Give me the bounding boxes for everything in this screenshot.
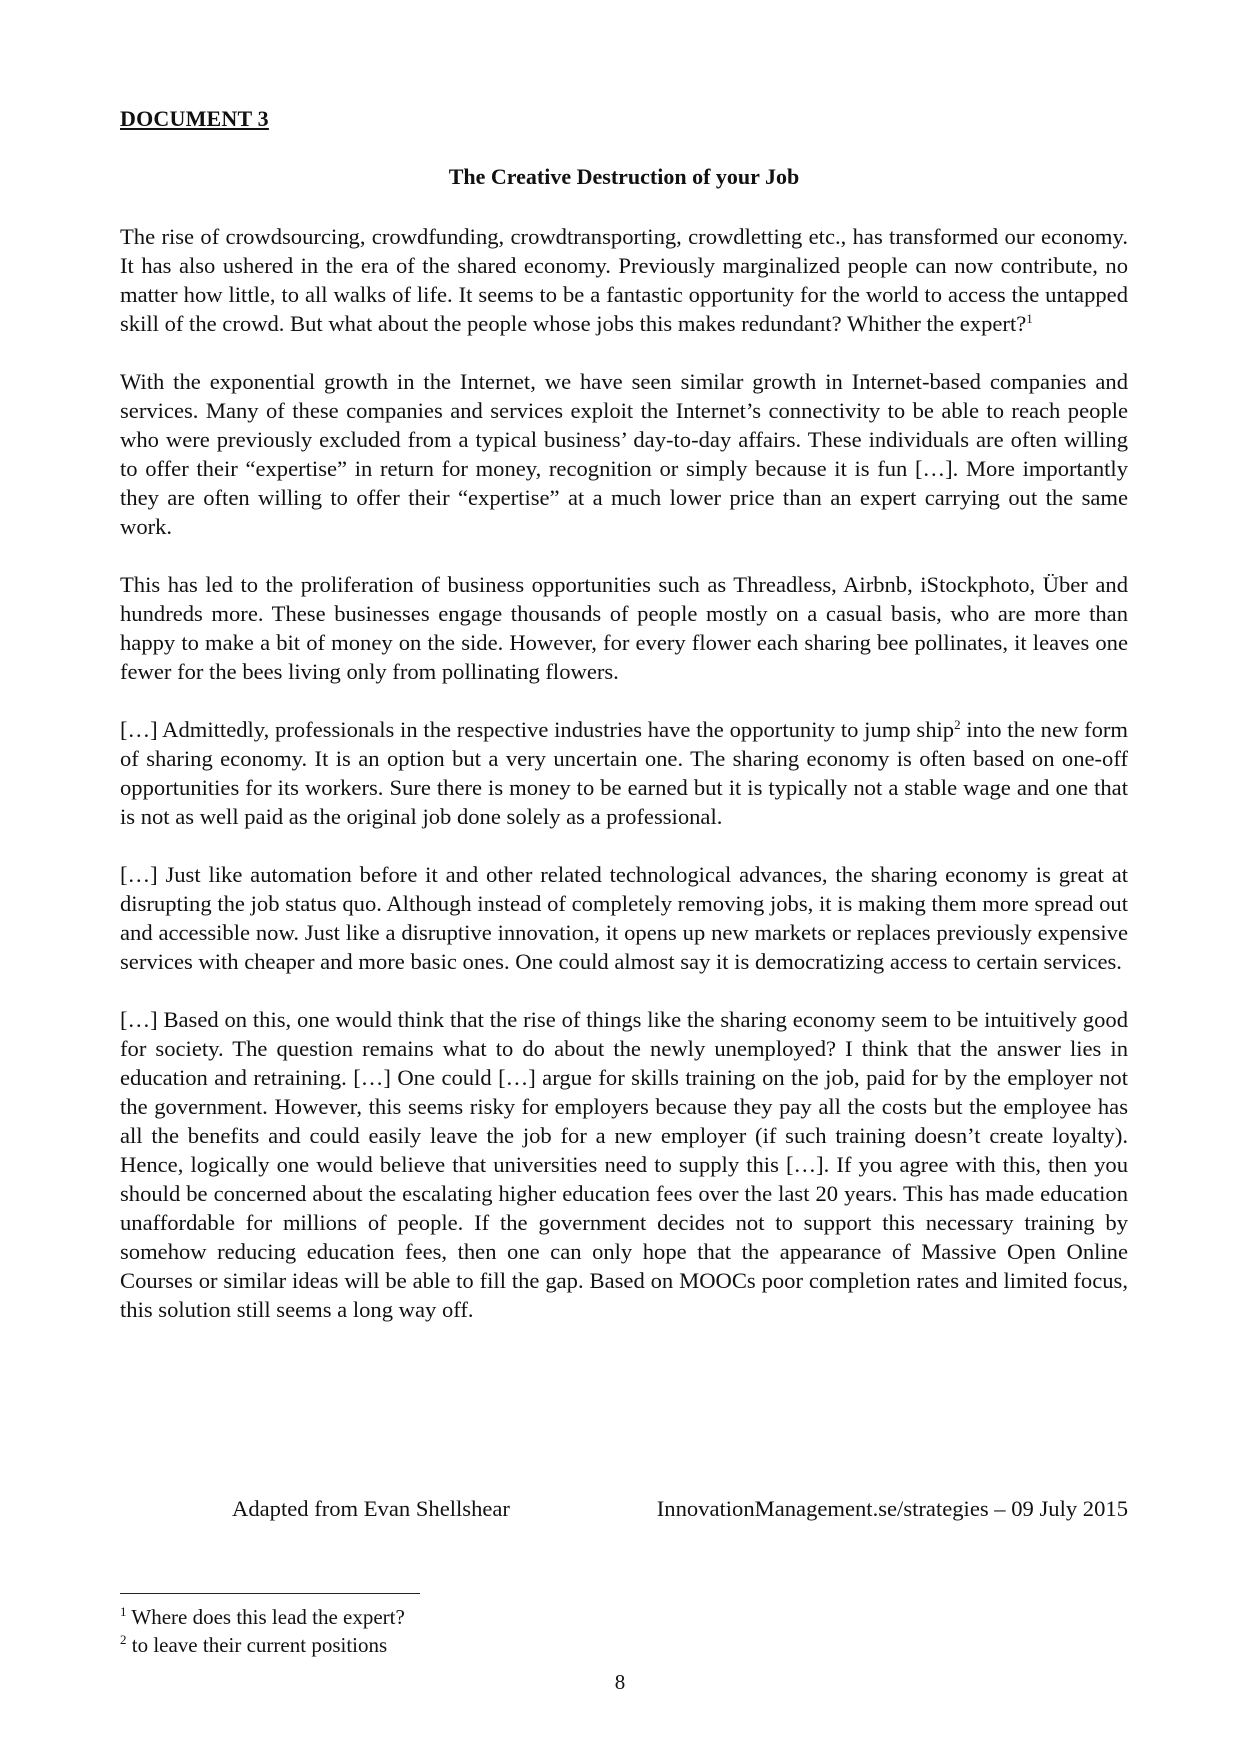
credit-author: Adapted from Evan Shellshear — [232, 1496, 510, 1521]
paragraph-5-text: […] Just like automation before it and other related technological advances, the sharing economy is great at disrupting the job status quo. Although instead of completely removing jobs, it is making them more spread out and accessible now. Just like a disruptive innovation, it opens up new markets or replaces previously expensive services with cheaper and more basic ones. One could almost say it is democratizing access to certain services. — [120, 862, 1128, 974]
paragraph-4 — [120, 715, 1128, 831]
paragraph-4-text-tail: into the new form of sharing economy. It is an option but a very uncertain one. The sharing economy is often based on one-off opportunities for its workers. Sure there is money to be earned but it is typically not a stable wage and one that is not as well paid as the original job done solely as a professional. — [120, 717, 1129, 829]
paragraph-6 — [120, 1005, 1128, 1324]
footnote-divider — [120, 1593, 420, 1594]
paragraph-3 — [120, 570, 1128, 686]
footnote-1 — [120, 1603, 820, 1631]
footnote-ref-1: 1 — [1026, 311, 1033, 326]
paragraph-2-text: With the exponential growth in the Internet, we have seen similar growth in Internet-based companies and services. Many of these companies and services exploit the Internet’s connectivity to be able to reach people who were previously excluded from a typical business’ day-to-day affairs. These individuals are often willing to offer their “expertise” in return for money, recognition or simply because it is fun […]. More importantly they are often willing to offer their “expertise” at a much lower price than an expert carrying out the same work. — [120, 369, 1128, 539]
footnote-2-marker: 2 — [120, 1632, 127, 1647]
document-label: DOCUMENT 3 — [120, 106, 269, 131]
paragraph-5 — [120, 860, 1128, 976]
footnote-1-marker: 1 — [120, 1604, 127, 1619]
paragraph-1-text: The rise of crowdsourcing, crowdfunding, crowdtransporting, crowdletting etc., has transformed our economy. It has also ushered in the era of the shared economy. Previously marginalized people can now contribute, no matter how little, to all walks of life. It seems to be a fantastic opportunity for the world to access the untapped skill of the crowd. But what about the people whose jobs this makes redundant? Whither the expert? — [120, 224, 1128, 336]
footnote-1-text: Where does this lead the expert? — [126, 1605, 405, 1629]
footnote-2-text: to leave their current positions — [126, 1633, 388, 1657]
paragraph-4-text: […] Admittedly, professionals in the respective industries have the opportunity to jump ship — [120, 717, 955, 742]
footnote-ref-2: 2 — [954, 717, 961, 732]
footnote-2 — [120, 1631, 820, 1659]
paragraph-1 — [120, 222, 1128, 338]
paragraph-3-text: This has led to the proliferation of business opportunities such as Threadless, Airbnb, iStockphoto, Über and hundreds more. These businesses engage thousands of people mostly on a casual basis, who are more than happy to make a bit of money on the side. However, for every flower each sharing bee pollinates, it leaves one fewer for the bees living only from pollinating flowers. — [120, 572, 1128, 684]
credit-source: InnovationManagement.se/strategies – 09 July 2015 — [656, 1496, 1128, 1521]
article-title: The Creative Destruction of your Job — [448, 164, 800, 189]
footnotes — [120, 1603, 820, 1659]
page-number: 8 — [614, 1670, 626, 1694]
paragraph-2 — [120, 367, 1128, 541]
article-body — [120, 222, 1128, 1353]
paragraph-6-text: […] Based on this, one would think that the rise of things like the sharing economy seem to be intuitively good for society. The question remains what to do about the newly unemployed? I think that the answer lies in education and retraining. […] One could […] argue for skills training on the job, paid for by the employer not the government. However, this seems risky for employers because they pay all the costs but the employee has all the benefits and could easily leave the job for a new employer (if such training doesn’t create loyalty). Hence, logically one would believe that universities need to supply this […]. If you agree with this, then you should be concerned about the escalating higher education fees over the last 20 years. This has made education unaffordable for millions of people. If the government decides not to support this necessary training by somehow reducing education fees, then one can only hope that the appearance of Massive Open Online Courses or similar ideas will be able to fill the gap. Based on MOOCs poor completion rates and limited focus, this solution still seems a long way off. — [120, 1007, 1128, 1322]
